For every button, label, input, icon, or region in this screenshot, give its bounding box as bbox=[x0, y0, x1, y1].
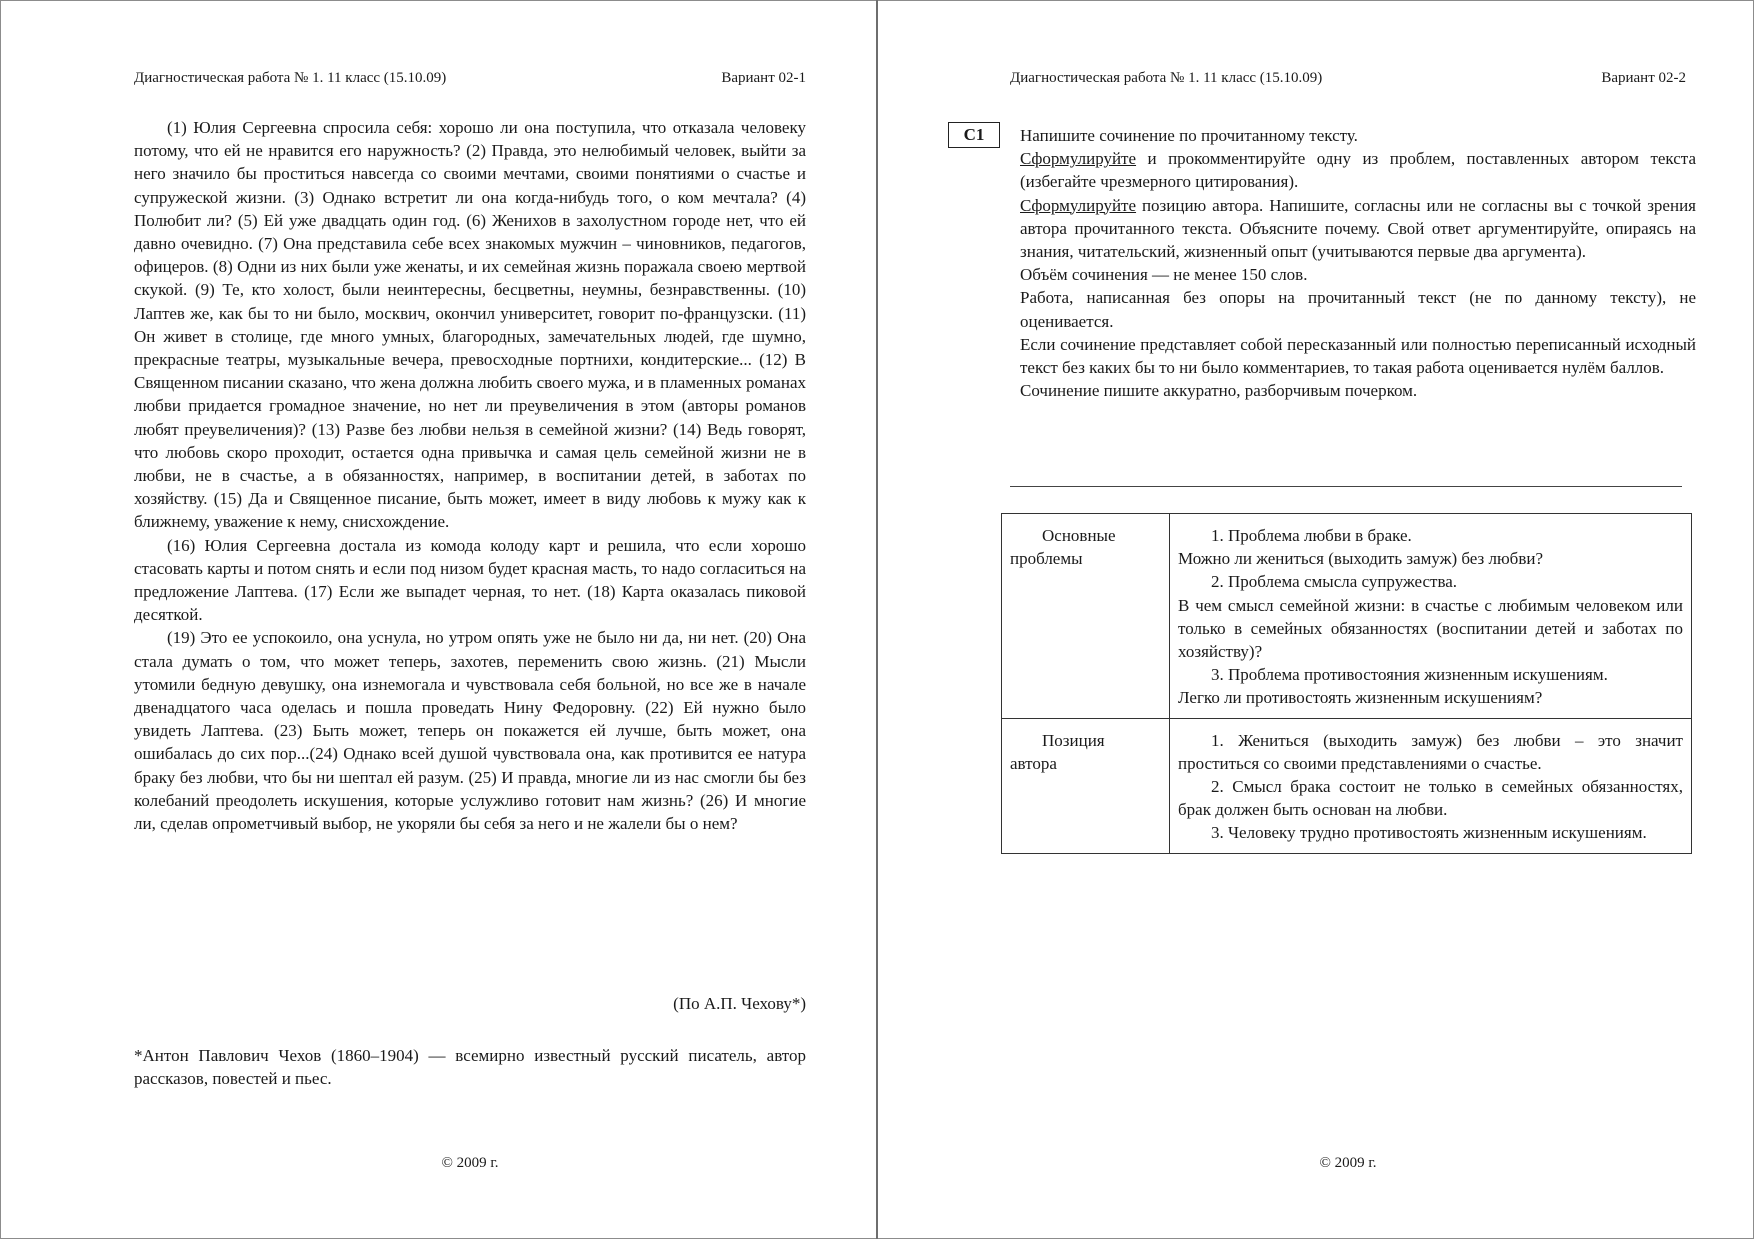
page-header bbox=[1010, 70, 1686, 87]
task-line: Если сочинение представляет собой пересказанный или полностью переписанный исходный текст без каких бы то ни было комментариев, то такая работа оценивается нулём баллов. bbox=[1020, 334, 1696, 378]
page-divider bbox=[876, 0, 878, 1239]
problem-item: 1. Проблема любви в браке. bbox=[1211, 526, 1412, 545]
positions-cell bbox=[1170, 718, 1692, 853]
task-line: Объём сочинения — не менее 150 слов. bbox=[1020, 265, 1308, 285]
header-variant: Вариант 02-1 bbox=[721, 70, 806, 86]
header-variant: Вариант 02-2 bbox=[1601, 70, 1686, 86]
text-source-attribution: (По А.П. Чехову*) bbox=[673, 994, 806, 1013]
row-label: Позиция автора bbox=[1002, 718, 1170, 853]
header-title: Диагностическая работа № 1. 11 класс (15.10.09) bbox=[134, 70, 447, 86]
page-header bbox=[134, 70, 806, 87]
table-row bbox=[1002, 514, 1692, 719]
position-item: 3. Человеку трудно противостоять жизненным искушениям. bbox=[1211, 823, 1647, 843]
problem-item: 3. Проблема противостояния жизненным искушениям. bbox=[1211, 665, 1608, 685]
copyright: © 2009 г. bbox=[1319, 1155, 1377, 1171]
paragraph: (1) Юлия Сергеевна спросила себя: хорошо ли она поступила, что отказала человеку потому, что ей не нравится его наружность? (2) Правда, это нелюбимый человек, выйти за него значило бы проститься навсегда со своими мечтами, своими понятиями о счастье и супружеской жизни. (3) Однако встретит ли она когда-нибудь того, о ком мечтала? (4) Полюбит ли? (5) Ей уже двадцать один год. (6) Женихов в захолустном городе нет, что ей давно очевидно. (7) Она представила себе всех знакомых мужчин – чиновников, педагогов, офицеров. (8) Одни из них были уже женаты, и их семейная жизнь поражала своею мертвой скукой. (9) Те, кто холост, были неинтересны, бесцветны, неумны, безнравственны. (10) Лаптев же, как бы то ни было, москвич, окончил университет, говорит по-французски. (11) Он живет в столице, где много умных, благородных, замечательных людей, где шумно, прекрасные театры, музыкальные вечера, превосходные портнихи, кондитерские... (12) В Священном писании сказано, что жена должна любить своего мужа, и в пламенных романах любви придается громадное значение, но нет ли преувеличения в этом (авторы романов любят преувеличения)? (13) Разве без любви нельзя в семейной жизни? (14) Ведь говорят, что любовь скоро проходит, остается одна привычка и самая цель семейной жизни не в любви, не в счастье, а в обязанностях, например, в воспитании детей, в заботах по хозяйству. (15) Да и Священное писание, быть может, имеет в виду любовь к мужу как к ближнему, уважение к нему, снисхождение. bbox=[134, 118, 806, 532]
task-line: Сформулируйте и прокомментируйте одну из проблем, поставленных автором текста (избегайте чрезмерного цитирования). bbox=[1020, 149, 1696, 192]
task-line: Напишите сочинение по прочитанному тексту. bbox=[1020, 126, 1358, 145]
task-label: С1 bbox=[948, 122, 1000, 148]
table-row bbox=[1002, 718, 1692, 853]
problem-question: Легко ли противостоять жизненным искушениям? bbox=[1178, 688, 1543, 708]
problems-cell bbox=[1170, 514, 1692, 719]
position-item: 2. Смысл брака состоит не только в семейных обязанностях, брак должен быть основан на любви. bbox=[1178, 777, 1683, 820]
source-text bbox=[134, 116, 806, 835]
separator-line bbox=[1010, 486, 1682, 487]
answers-table bbox=[1001, 513, 1692, 854]
problem-item: 2. Проблема смысла супружества. bbox=[1211, 572, 1458, 592]
formulate-word: Сформулируйте bbox=[1020, 149, 1137, 169]
paragraph: (19) Это ее успокоило, она уснула, но утром опять уже не было ни да, ни нет. (20) Она стала думать о том, что может теперь, захотев, переменить свою жизнь. (21) Мысли утомили бедную девушку, она изнемогала и чувствовала себя больной, но все же в начале двенадцатого часа оделась и пошла проведать Нину Федоровну. (22) Ей нужно было увидеть Лаптева. (23) Быть может, теперь он покажется ей лучше, быть может, она ошибалась до сих пор...(24) Однако всей душой чувствовала она, как противится ее натура браку без любви, что бы ни шептал ей разум. (25) И правда, многие ли из нас смогли бы без колебаний преодолеть искушения, которые услужливо готовит нам жизнь? (26) И многие ли, сделав опрометчивый выбор, не укоряли бы себя за него и не жалели бы о нем? bbox=[134, 628, 806, 834]
left-page bbox=[134, 0, 806, 1239]
task-line: Сформулируйте позицию автора. Напишите, согласны или не согласны вы с точкой зрения автора прочитанного текста. Объясните почему. Свой ответ аргументируйте, опираясь на знания, читательский, жизненный опыт (учитываются первые два аргумента). bbox=[1020, 195, 1696, 262]
position-item: 1. Жениться (выходить замуж) без любви – это значит проститься со своими представлениями о счастье. bbox=[1178, 730, 1683, 773]
row-label: Основные проблемы bbox=[1002, 514, 1170, 719]
task-line: Сочинение пишите аккуратно, разборчивым почерком. bbox=[1020, 381, 1418, 401]
problem-question: Можно ли жениться (выходить замуж) без любви? bbox=[1178, 549, 1544, 569]
right-page bbox=[963, 0, 1696, 1239]
copyright: © 2009 г. bbox=[441, 1155, 499, 1171]
task-line: Работа, написанная без опоры на прочитанный текст (не по данному тексту), не оценивается. bbox=[1020, 288, 1696, 331]
header-title: Диагностическая работа № 1. 11 класс (15.10.09) bbox=[1010, 70, 1323, 86]
paragraph: (16) Юлия Сергеевна достала из комода колоду карт и решила, что если хорошо стасовать карты и потом снять и если под низом будет красная масть, то надо согласиться на предложение Лаптева. (17) Если же выпадет черная, то нет. (18) Карта оказалась пиковой десяткой. bbox=[134, 535, 806, 625]
footnote: *Антон Павлович Чехов (1860–1904) — всемирно известный русский писатель, автор рассказов, повестей и пьес. bbox=[134, 1046, 806, 1088]
problem-question: В чем смысл семейной жизни: в счастье с любимым человеком или только в семейных обязанностях (воспитании детей и заботах по хозяйству)? bbox=[1178, 595, 1683, 662]
formulate-word: Сформулируйте bbox=[1020, 195, 1137, 215]
task-instructions bbox=[1020, 124, 1696, 402]
